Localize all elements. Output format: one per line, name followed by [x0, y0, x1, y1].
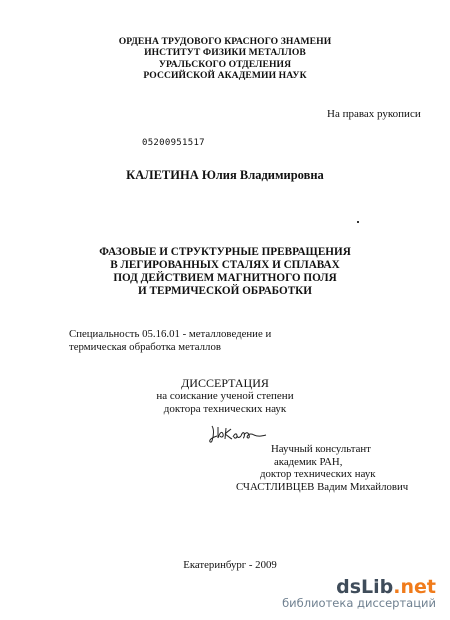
consultant-role: Научный консультант: [271, 443, 371, 455]
catalog-code: 05200951517: [142, 138, 205, 148]
title-line: ФАЗОВЫЕ И СТРУКТУРНЫЕ ПРЕВРАЩЕНИЯ: [99, 246, 351, 258]
dissertation-block: [0, 377, 450, 416]
consultant-title: академик РАН,: [274, 455, 343, 468]
organization-header: [0, 36, 450, 82]
title-line: ПОД ДЕЙСТВИЕМ МАГНИТНОГО ПОЛЯ: [113, 272, 337, 284]
title-line: В ЛЕГИРОВАННЫХ СТАЛЯХ И СПЛАВАХ: [110, 259, 340, 271]
degree-line: на соискание ученой степени: [156, 390, 294, 402]
city-year: Екатеринбург - 2009: [183, 559, 277, 571]
scan-speck: [357, 221, 359, 223]
author-name: КАЛЕТИНА Юлия Владимировна: [126, 168, 324, 182]
dissertation-heading: ДИССЕРТАЦИЯ: [181, 376, 269, 390]
rights-note: На правах рукописи: [327, 108, 421, 120]
watermark-subtitle: библиотека диссертаций: [282, 596, 436, 610]
title-line: И ТЕРМИЧЕСКОЙ ОБРАБОТКИ: [138, 285, 312, 297]
dissertation-title: [0, 246, 450, 298]
watermark-logo: [282, 577, 436, 597]
organization-line: УРАЛЬСКОГО ОТДЕЛЕНИЯ: [158, 58, 292, 70]
organization-line: ОРДЕНА ТРУДОВОГО КРАСНОГО ЗНАМЕНИ: [118, 36, 332, 47]
watermark-logo-suffix: .net: [393, 576, 436, 598]
consultant-name: СЧАСТЛИВЦЕВ Вадим Михайлович: [236, 480, 409, 493]
consultant-degree: доктор технических наук: [260, 468, 376, 481]
consultant-block: [0, 443, 446, 493]
watermark[interactable]: [282, 577, 436, 610]
specialty-line: термическая обработка металлов: [69, 341, 221, 353]
degree-line: доктора технических наук: [163, 403, 287, 415]
handwritten-signature: [208, 423, 270, 445]
organization-line: ИНСТИТУТ ФИЗИКИ МЕТАЛЛОВ: [144, 47, 306, 59]
specialty-block: [69, 328, 369, 354]
specialty-line: Специальность 05.16.01 - металловедение и: [69, 328, 272, 340]
watermark-logo-main: dsLib: [336, 576, 394, 598]
organization-line: РОССИЙСКОЙ АКАДЕМИИ НАУК: [143, 70, 307, 82]
